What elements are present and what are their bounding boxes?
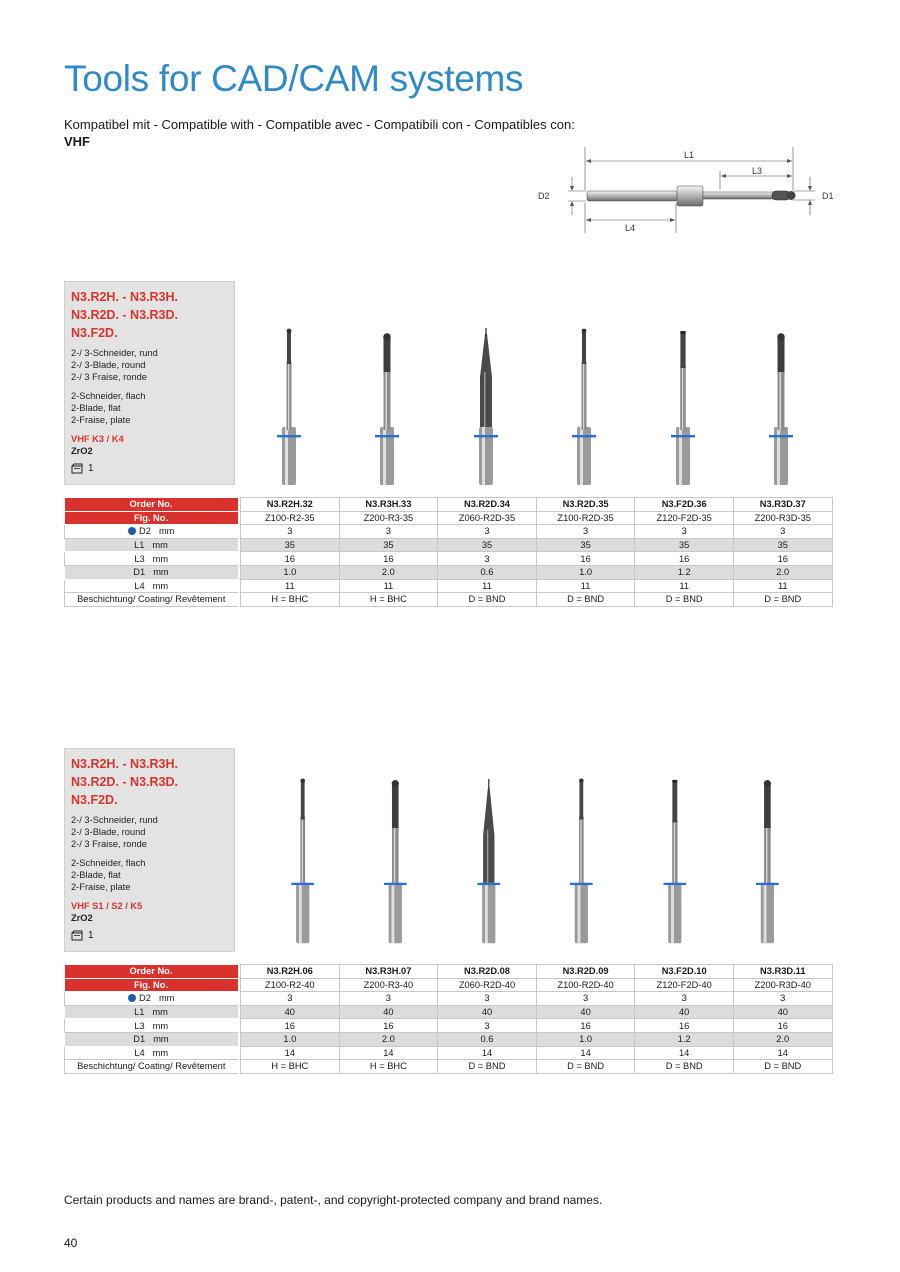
- reference-dot-icon: [128, 527, 136, 535]
- dimension-diagram: [530, 145, 840, 240]
- material: ZrO2: [71, 446, 93, 456]
- table-row: L3 mm 16 16 3 16 16 16: [65, 552, 833, 566]
- package-icon: [71, 463, 83, 474]
- order-number: N3.R2D.35: [536, 498, 635, 512]
- diagram-label-l3: L3: [752, 166, 763, 176]
- table-row: D1 mm 1.0 2.0 0.6 1.0 1.2 2.0: [65, 565, 833, 579]
- order-number: N3.R3D.37: [733, 498, 832, 512]
- tool-image: [277, 329, 301, 485]
- tool-image: [570, 779, 593, 944]
- pack-quantity: 1: [71, 930, 228, 941]
- table-row: L4 mm 14 14 14 14 14 14: [65, 1046, 833, 1060]
- figure-number-row: Fig. No. Z100-R2-40 Z200-R3-40 Z060-R2D-40 Z100-R2D-40 Z120-F2D-40 Z200-R3D-40: [65, 978, 833, 992]
- order-number: N3.R3D.11: [733, 965, 832, 979]
- table-row: D1 mm 1.0 2.0 0.6 1.0 1.2 2.0: [65, 1032, 833, 1046]
- tool-image: [664, 780, 687, 943]
- diagram-label-d2: D2: [538, 191, 550, 201]
- diagram-label-d1: D1: [822, 191, 834, 201]
- order-number: N3.R2D.34: [438, 498, 537, 512]
- legal-note: Certain products and names are brand-, patent-, and copyright-protected company and brand names.: [64, 1193, 603, 1207]
- description-flat: 2-Schneider, flach 2-Blade, flat 2-Fraise, plate: [71, 391, 146, 425]
- tool-images: [240, 322, 832, 492]
- table-row: L1 mm 35 35 35 35 35 35: [65, 538, 833, 552]
- tool-image: [671, 331, 695, 485]
- tool-image: [756, 780, 779, 943]
- diagram-label-l4: L4: [625, 223, 636, 233]
- diagram-label-l1: L1: [684, 150, 695, 160]
- product-codes: N3.R2H. - N3.R3H. N3.R2D. - N3.R3D. N3.F2D.: [71, 290, 178, 340]
- tool-image: [477, 779, 500, 943]
- tool-images: [240, 777, 832, 947]
- coating-row: Beschichtung/ Coating/ Revêtement H = BHC H = BHC D = BND D = BND D = BND D = BND: [65, 1060, 833, 1074]
- order-number: N3.R2H.06: [241, 965, 340, 979]
- table-row: D2 mm 3 3 3 3 3 3: [65, 525, 833, 539]
- order-number-row: Order No. N3.R2H.06 N3.R3H.07 N3.R2D.08 N3.R2D.09 N3.F2D.10 N3.R3D.11: [65, 965, 833, 979]
- tool-image: [384, 780, 407, 943]
- order-number: N3.R2D.09: [536, 965, 635, 979]
- table-row: D2 mm 3 3 3 3 3 3: [65, 992, 833, 1006]
- tool-image: [769, 333, 793, 485]
- machine-compatibility: VHF S1 / S2 / K5: [71, 901, 143, 911]
- tool-image: [291, 779, 314, 944]
- figure-number-row: Fig. No. Z100-R2-35 Z200-R3-35 Z060-R2D-35 Z100-R2D-35 Z120-F2D-35 Z200-R3D-35: [65, 511, 833, 525]
- table-row: L1 mm 40 40 40 40 40 40: [65, 1005, 833, 1019]
- machine-compatibility: VHF K3 / K4: [71, 434, 124, 444]
- table-row: L4 mm 11 11 11 11 11 11: [65, 579, 833, 593]
- compatibility-brand: VHF: [64, 134, 90, 149]
- order-number: N3.R3H.07: [339, 965, 438, 979]
- description-round: 2-/ 3-Schneider, rund 2-/ 3-Blade, round 2-/ 3 Fraise, ronde: [71, 348, 158, 382]
- description-round: 2-/ 3-Schneider, rund 2-/ 3-Blade, round 2-/ 3 Fraise, ronde: [71, 815, 158, 849]
- description-flat: 2-Schneider, flach 2-Blade, flat 2-Fraise, plate: [71, 858, 146, 892]
- spec-table: [64, 964, 833, 1074]
- reference-dot-icon: [128, 994, 136, 1002]
- order-number: N3.R2D.08: [438, 965, 537, 979]
- pack-quantity: 1: [71, 463, 228, 474]
- table-row: L3 mm 16 16 3 16 16 16: [65, 1019, 833, 1033]
- page-title: Tools for CAD/CAM systems: [64, 58, 524, 99]
- product-info-panel: [64, 748, 235, 952]
- material: ZrO2: [71, 913, 93, 923]
- order-number-row: Order No. N3.R2H.32 N3.R3H.33 N3.R2D.34 N3.R2D.35 N3.F2D.36 N3.R3D.37: [65, 498, 833, 512]
- order-number: N3.F2D.10: [635, 965, 734, 979]
- spec-table: [64, 497, 833, 607]
- page-number: 40: [64, 1236, 78, 1250]
- order-number: N3.R2H.32: [241, 498, 340, 512]
- coating-row: Beschichtung/ Coating/ Revêtement H = BHC H = BHC D = BND D = BND D = BND D = BND: [65, 593, 833, 607]
- order-number: N3.R3H.33: [339, 498, 438, 512]
- order-number: N3.F2D.36: [635, 498, 734, 512]
- product-codes: N3.R2H. - N3.R3H. N3.R2D. - N3.R3D. N3.F2D.: [71, 757, 178, 807]
- tool-image: [474, 328, 498, 485]
- package-icon: [71, 930, 83, 941]
- product-info-panel: [64, 281, 235, 485]
- tool-image: [375, 333, 399, 485]
- tool-image: [572, 329, 596, 485]
- compatibility-line: Kompatibel mit - Compatible with - Compatible avec - Compatibili con - Compatibles con:: [64, 117, 575, 132]
